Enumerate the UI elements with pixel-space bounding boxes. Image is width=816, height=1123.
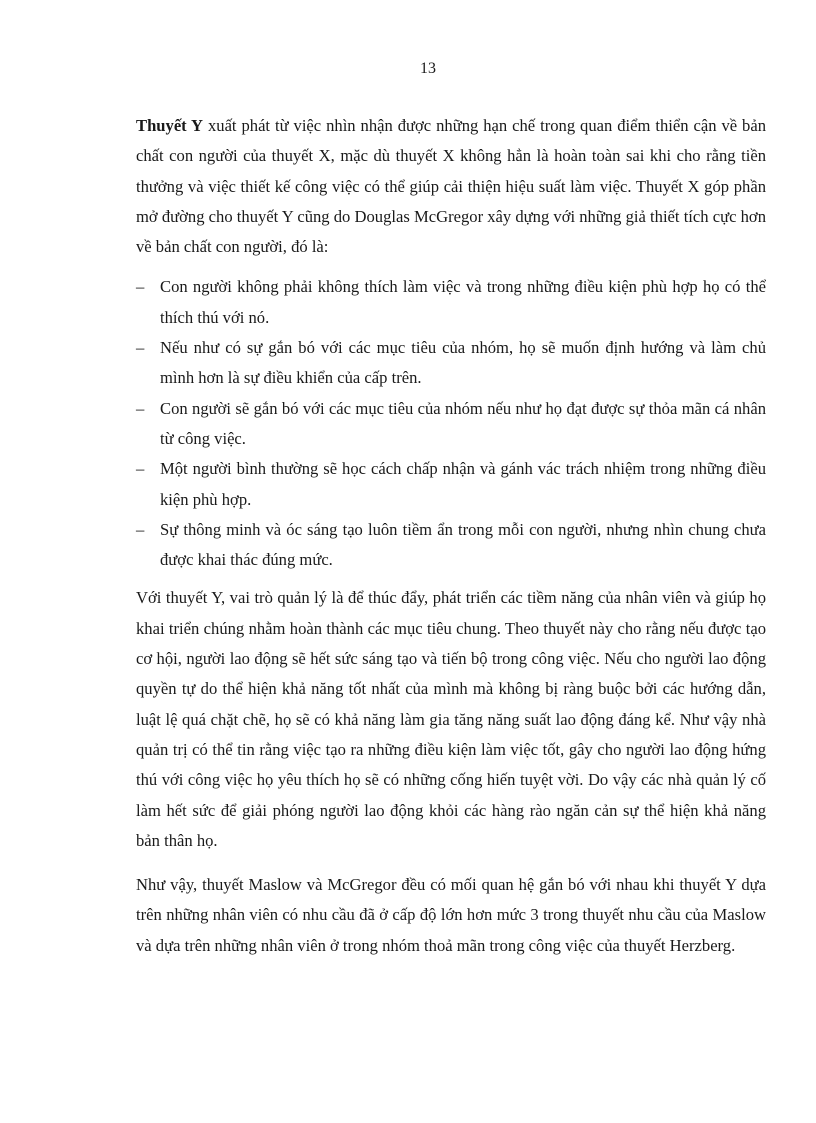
dash-bullet-icon: – xyxy=(136,338,145,358)
paragraph-theory-y-intro xyxy=(136,111,766,262)
page-number: 13 xyxy=(420,60,436,77)
dash-bullet-icon: – xyxy=(136,398,145,418)
list-item xyxy=(136,515,766,576)
page-body xyxy=(136,111,766,961)
list-item-text: Một người bình thường sẽ học cách chấp nhận và gánh vác trách nhiệm trong những điều kiện phù hợp. xyxy=(160,459,766,509)
list-item xyxy=(136,394,766,455)
dash-bullet-icon: – xyxy=(136,459,145,479)
paragraph-lead-term: Thuyết Y xyxy=(136,116,204,135)
list-item-text: Nếu như có sự gắn bó với các mục tiêu của nhóm, họ sẽ muốn định hướng và làm chủ mình hơn là sự điều khiển của cấp trên. xyxy=(160,338,766,388)
dash-bullet-icon: – xyxy=(136,277,145,297)
list-item xyxy=(136,272,766,333)
list-item-text: Con người sẽ gắn bó với các mục tiêu của nhóm nếu như họ đạt được sự thỏa mãn cá nhân từ công việc. xyxy=(160,398,766,448)
list-item xyxy=(136,333,766,394)
list-item xyxy=(136,454,766,515)
dash-bullet-icon: – xyxy=(136,519,145,539)
list-item-text: Con người không phải không thích làm việc và trong những điều kiện phù hợp họ có thể thích thú với nó. xyxy=(160,277,766,327)
list-item-text: Sự thông minh và óc sáng tạo luôn tiềm ẩn trong mỗi con người, nhưng nhìn chung chưa được khai thác đúng mức. xyxy=(160,519,766,570)
paragraph-management-role: Với thuyết Y, vai trò quản lý là để thúc đẩy, phát triển các tiềm năng của nhân viên và giúp họ khai triển chúng nhằm hoàn thành các mục tiêu chung. Theo thuyết này cho rằng nếu được tạo cơ hội, người lao động sẽ hết sức sáng tạo và tiến bộ trong công việc. Nếu cho người lao động quyền tự do thể hiện khả năng tốt nhất của mình mà không bị ràng buộc bởi các hướng dẫn, luật lệ quá chặt chẽ, họ sẽ có khả năng làm gia tăng năng suất lao động đáng kể. Như vậy nhà quản trị có thể tin rằng việc tạo ra những điều kiện làm việc tốt, gây cho người lao động hứng thú với công việc họ yêu thích họ sẽ có những cống hiến tuyệt vời. Do vậy các nhà quản lý cố làm hết sức để giải phóng người lao động khỏi các hàng rào ngăn cản sự thể hiện khả năng bản thân họ. xyxy=(136,588,766,850)
assumption-list xyxy=(136,272,766,575)
paragraph-conclusion: Như vậy, thuyết Maslow và McGregor đều có mối quan hệ gắn bó với nhau khi thuyết Y dựa trên những nhân viên có nhu cầu đã ở cấp độ lớn hơn mức 3 trong thuyết nhu cầu của Maslow và dựa trên những nhân viên ở trong nhóm thoả mãn trong công việc của thuyết Herzberg. xyxy=(136,875,766,955)
paragraph-text: xuất phát từ việc nhìn nhận được những hạn chế trong quan điểm thiển cận về bản chất con người của thuyết X, mặc dù thuyết X không hẳn là hoàn toàn sai khi cho rằng tiền thưởng và việc thiết kế công việc có thể giúp cải thiện hiệu suất làm việc. Thuyết X góp phần mở đường cho thuyết Y cũng do Douglas McGregor xây dựng với những giả thiết tích cực hơn về bản chất con người, đó là: xyxy=(136,116,767,257)
